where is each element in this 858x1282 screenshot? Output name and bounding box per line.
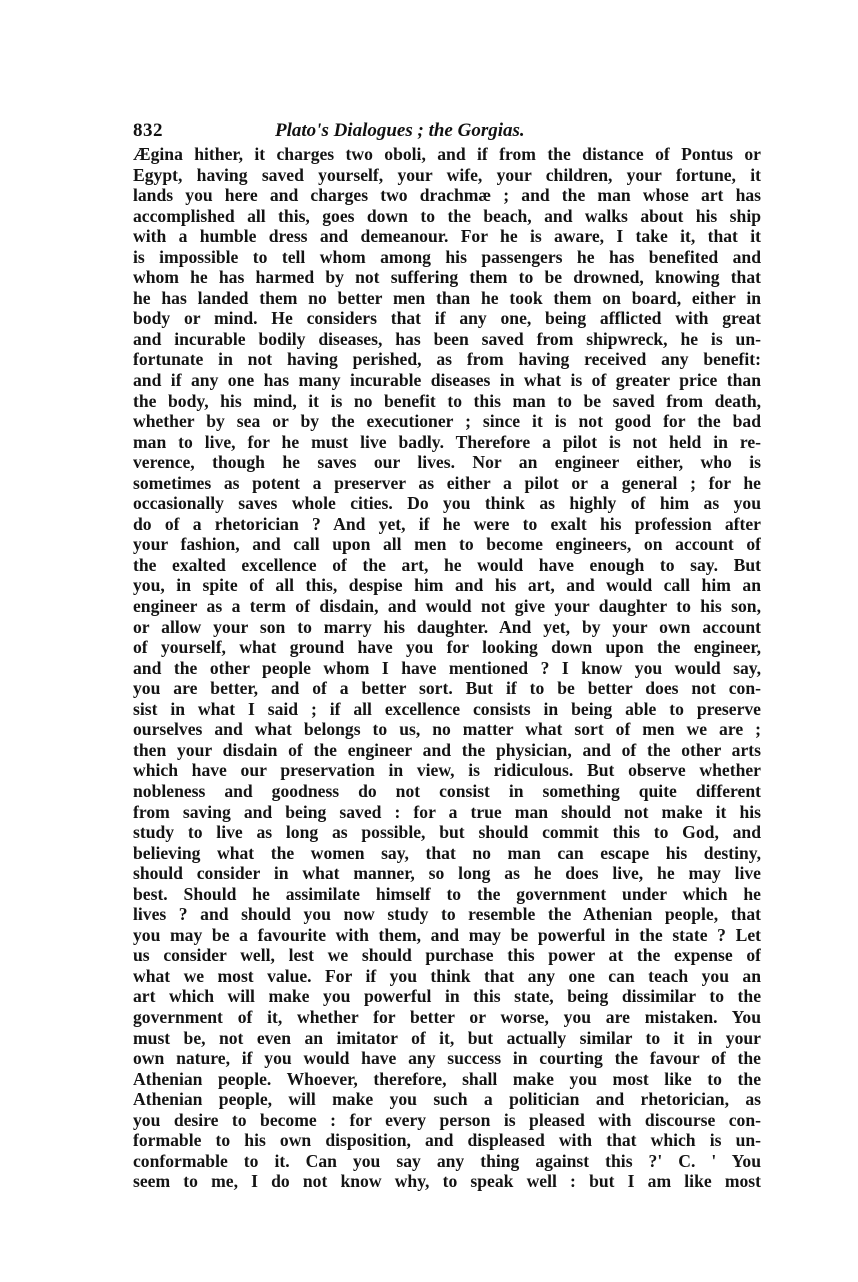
text-line: conformable to it. Can you say any thing against this ?' C. ' You xyxy=(133,1150,761,1171)
text-line: and if any one has many incurable diseases in what is of greater price than xyxy=(133,370,761,391)
text-line: man to live, for he must live badly. Therefore a pilot is not held in re- xyxy=(133,431,761,452)
running-title: Plato's Dialogues ; the Gorgias. xyxy=(275,120,525,141)
body-text xyxy=(133,144,761,1192)
text-line: lands you here and charges two drachmæ ; and the man whose art has xyxy=(133,185,761,206)
text-line: Athenian people, will make you such a politician and rhetorician, as xyxy=(133,1089,761,1110)
text-line: fortunate in not having perished, as from having received any benefit: xyxy=(133,349,761,370)
text-line: government of it, whether for better or worse, you are mistaken. You xyxy=(133,1006,761,1027)
text-line: should consider in what manner, so long as he does live, he may live xyxy=(133,863,761,884)
text-line: whether by sea or by the executioner ; since it is not good for the bad xyxy=(133,411,761,432)
text-line: you desire to become : for every person is pleased with discourse con- xyxy=(133,1109,761,1130)
text-line: Athenian people. Whoever, therefore, shall make you most like to the xyxy=(133,1068,761,1089)
text-line: study to live as long as possible, but should commit this to God, and xyxy=(133,822,761,843)
text-line: what we most value. For if you think that any one can teach you an xyxy=(133,965,761,986)
text-line: sometimes as potent a preserver as either a pilot or a general ; for he xyxy=(133,472,761,493)
text-line: the body, his mind, it is no benefit to this man to be saved from death, xyxy=(133,390,761,411)
text-line: art which will make you powerful in this state, being dissimilar to the xyxy=(133,986,761,1007)
text-line: he has landed them no better men than he took them on board, either in xyxy=(133,287,761,308)
text-line: from saving and being saved : for a true man should not make it his xyxy=(133,801,761,822)
text-line: must be, not even an imitator of it, but actually similar to it in your xyxy=(133,1027,761,1048)
text-line: lives ? and should you now study to resemble the Athenian people, that xyxy=(133,904,761,925)
text-line: us consider well, lest we should purchase this power at the expense of xyxy=(133,945,761,966)
text-line: your fashion, and call upon all men to become engineers, on account of xyxy=(133,534,761,555)
text-line: own nature, if you would have any success in courting the favour of the xyxy=(133,1048,761,1069)
page-number: 832 xyxy=(133,120,163,141)
text-line: with a humble dress and demeanour. For he is aware, I take it, that it xyxy=(133,226,761,247)
text-line: body or mind. He considers that if any one, being afflicted with great xyxy=(133,308,761,329)
text-line: ourselves and what belongs to us, no matter what sort of men we are ; xyxy=(133,719,761,740)
text-line: do of a rhetorician ? And yet, if he were to exalt his profession after xyxy=(133,513,761,534)
text-line: Egypt, having saved yourself, your wife, your children, your fortune, it xyxy=(133,164,761,185)
text-line: and incurable bodily diseases, has been saved from shipwreck, he is un- xyxy=(133,328,761,349)
text-line: which have our preservation in view, is ridiculous. But observe whether xyxy=(133,760,761,781)
text-line: you, in spite of all this, despise him and his art, and would call him an xyxy=(133,575,761,596)
text-line: whom he has harmed by not suffering them to be drowned, knowing that xyxy=(133,267,761,288)
text-line: accomplished all this, goes down to the beach, and walks about his ship xyxy=(133,205,761,226)
text-line: engineer as a term of disdain, and would not give your daughter to his son, xyxy=(133,596,761,617)
text-line: best. Should he assimilate himself to the government under which he xyxy=(133,883,761,904)
text-line: occasionally saves whole cities. Do you think as highly of him as you xyxy=(133,493,761,514)
text-line: you are better, and of a better sort. But if to be better does not con- xyxy=(133,678,761,699)
text-line: verence, though he saves our lives. Nor an engineer either, who is xyxy=(133,452,761,473)
text-line: sist in what I said ; if all excellence consists in being able to preserve xyxy=(133,698,761,719)
text-line: believing what the women say, that no man can escape his destiny, xyxy=(133,842,761,863)
text-line: then your disdain of the engineer and the physician, and of the other arts xyxy=(133,739,761,760)
text-line: seem to me, I do not know why, to speak well : but I am like most xyxy=(133,1171,761,1192)
text-line: of yourself, what ground have you for looking down upon the engineer, xyxy=(133,637,761,658)
page-header xyxy=(133,120,761,144)
text-line: is impossible to tell whom among his passengers he has benefited and xyxy=(133,246,761,267)
text-line: formable to his own disposition, and displeased with that which is un- xyxy=(133,1130,761,1151)
text-line: nobleness and goodness do not consist in something quite different xyxy=(133,780,761,801)
text-line: the exalted excellence of the art, he would have enough to say. But xyxy=(133,554,761,575)
text-line: you may be a favourite with them, and may be powerful in the state ? Let xyxy=(133,924,761,945)
text-line: Ægina hither, it charges two oboli, and if from the distance of Pontus or xyxy=(133,144,761,164)
text-line: and the other people whom I have mentioned ? I know you would say, xyxy=(133,657,761,678)
text-line: or allow your son to marry his daughter. And yet, by your own account xyxy=(133,616,761,637)
